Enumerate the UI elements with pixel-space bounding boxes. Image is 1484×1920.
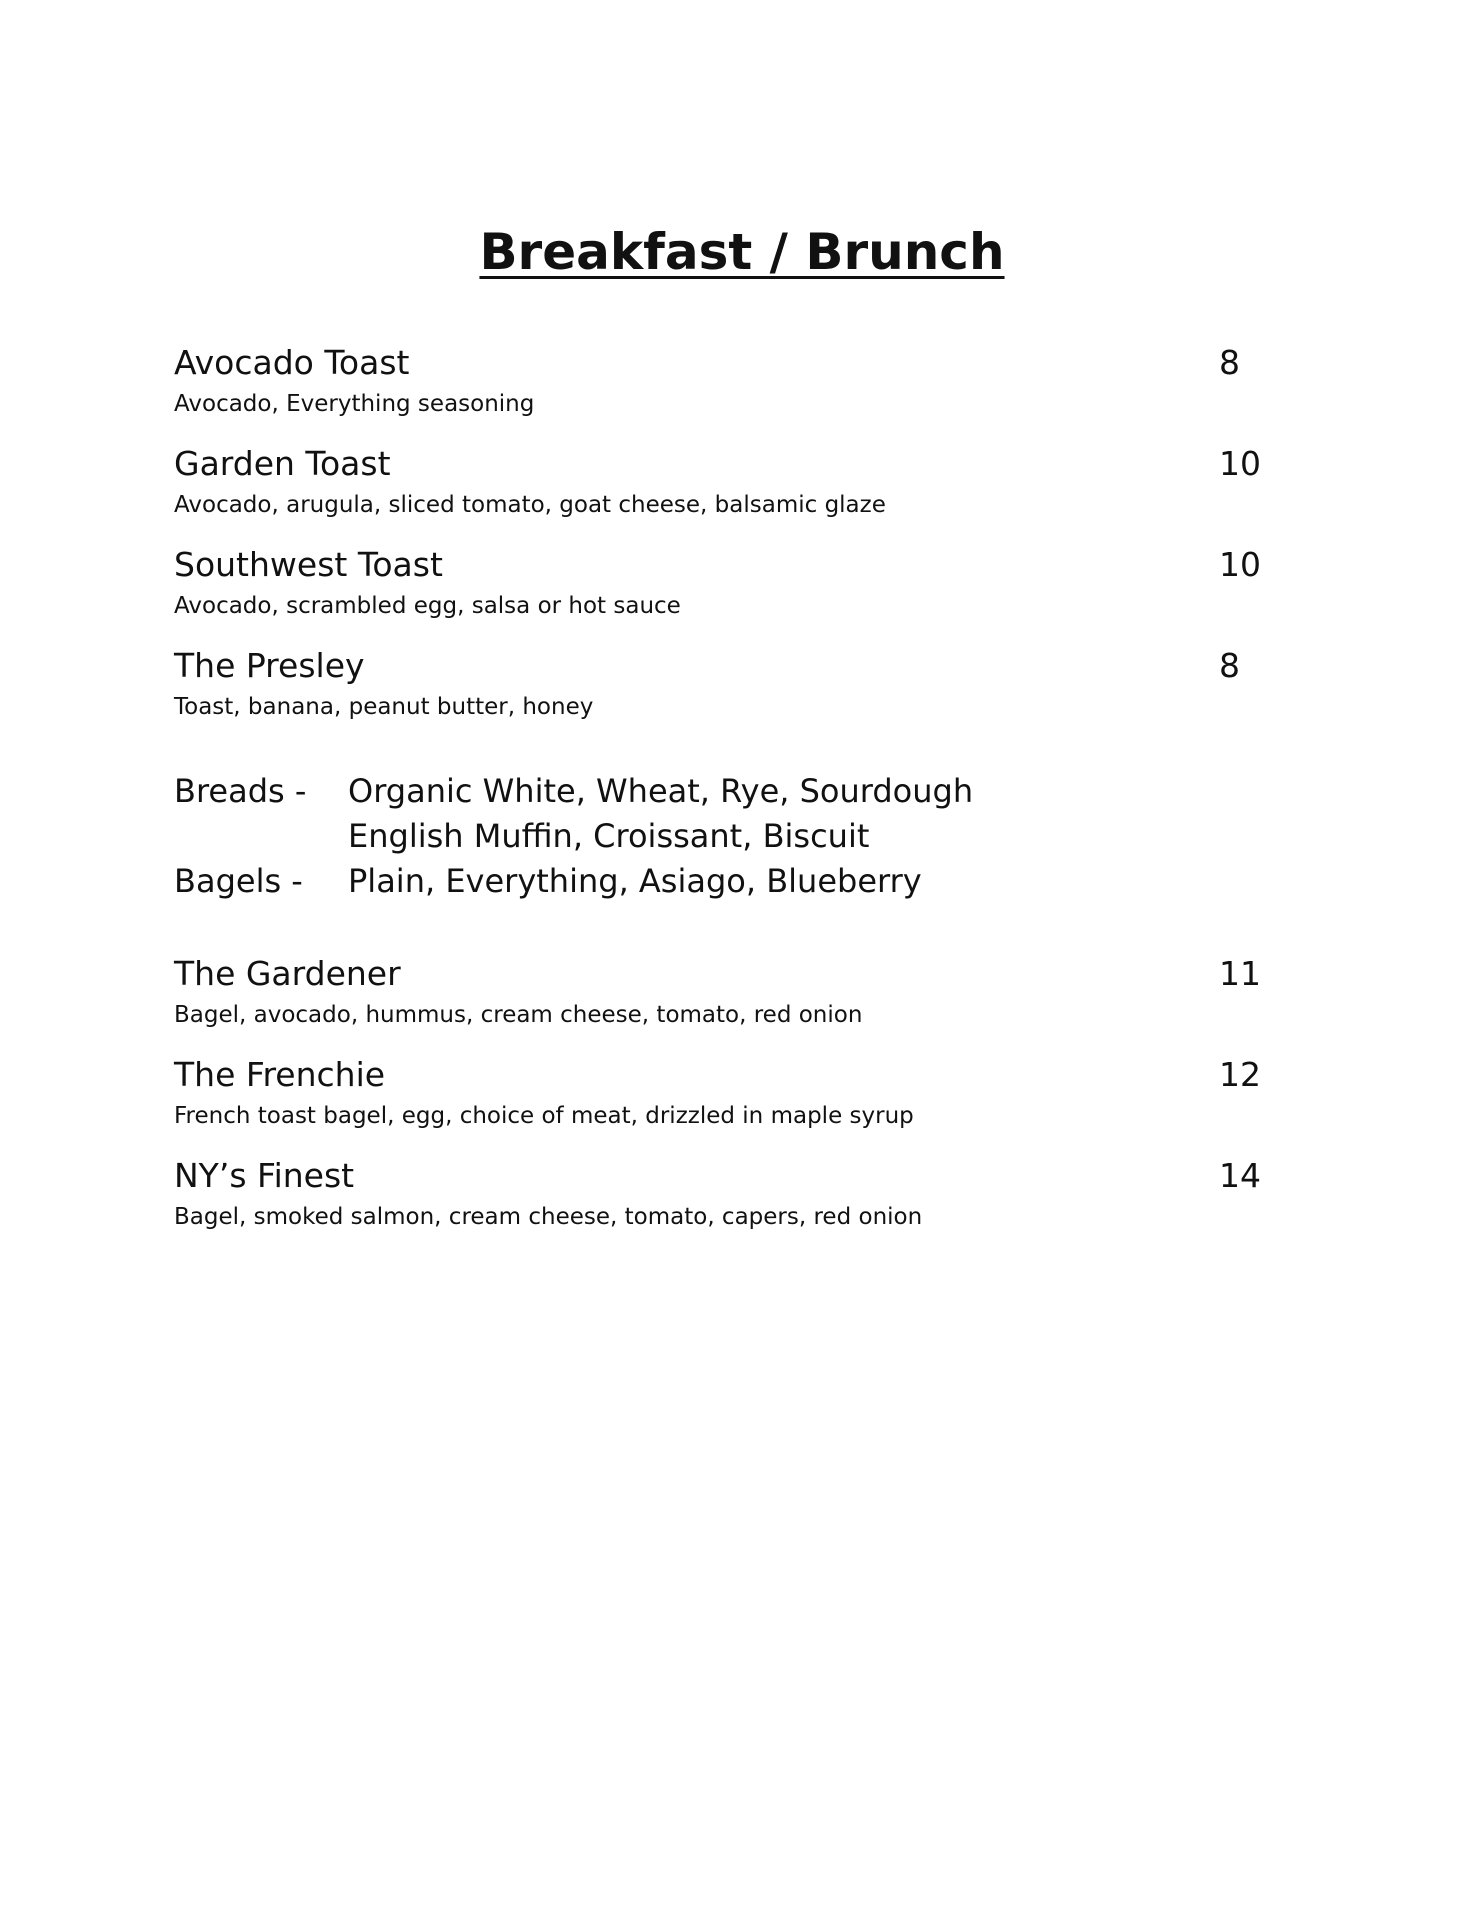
menu-item [174,443,1274,544]
item-name: NY’s Finest [174,1156,355,1195]
bagels-row [174,860,1174,905]
item-price: 12 [1219,1055,1261,1094]
item-name: Avocado Toast [174,343,410,382]
breads-label: Breads - [174,772,307,810]
menu-item [174,342,1274,443]
item-name: The Presley [174,646,365,685]
item-name: Southwest Toast [174,545,443,584]
breads-row [174,770,1174,815]
bagels-label: Bagels - [174,862,303,900]
item-name: The Frenchie [174,1055,386,1094]
bagel-section [174,953,1274,1256]
toast-section [174,342,1274,746]
menu-item [174,1054,1274,1155]
menu-item [174,1155,1274,1256]
item-price: 8 [1219,646,1240,685]
bagels-list: Plain, Everything, Asiago, Blueberry [348,862,922,900]
breads-row-continued [174,815,1174,860]
item-description: Bagel, avocado, hummus, cream cheese, tomato, red onion [174,1002,863,1028]
item-price: 11 [1219,954,1261,993]
item-price: 10 [1219,545,1261,584]
item-description: Avocado, arugula, sliced tomato, goat cheese, balsamic glaze [174,492,886,518]
item-name: The Gardener [174,954,401,993]
item-description: Avocado, Everything seasoning [174,391,535,417]
item-description: Toast, banana, peanut butter, honey [174,694,594,720]
menu-item [174,544,1274,645]
item-description: Avocado, scrambled egg, salsa or hot sauce [174,593,681,619]
item-name: Garden Toast [174,444,391,483]
breads-list-line-2: English Muffin, Croissant, Biscuit [348,817,870,855]
menu-item [174,645,1274,746]
bread-options [174,770,1174,905]
breads-list-line-1: Organic White, Wheat, Rye, Sourdough [348,772,974,810]
item-price: 14 [1219,1156,1261,1195]
item-description: French toast bagel, egg, choice of meat, drizzled in maple syrup [174,1103,914,1129]
page-title [0,222,1484,282]
item-description: Bagel, smoked salmon, cream cheese, tomato, capers, red onion [174,1204,923,1230]
menu-item [174,953,1274,1054]
item-price: 10 [1219,444,1261,483]
item-price: 8 [1219,343,1240,382]
page-title-text: Breakfast / Brunch [479,223,1005,281]
